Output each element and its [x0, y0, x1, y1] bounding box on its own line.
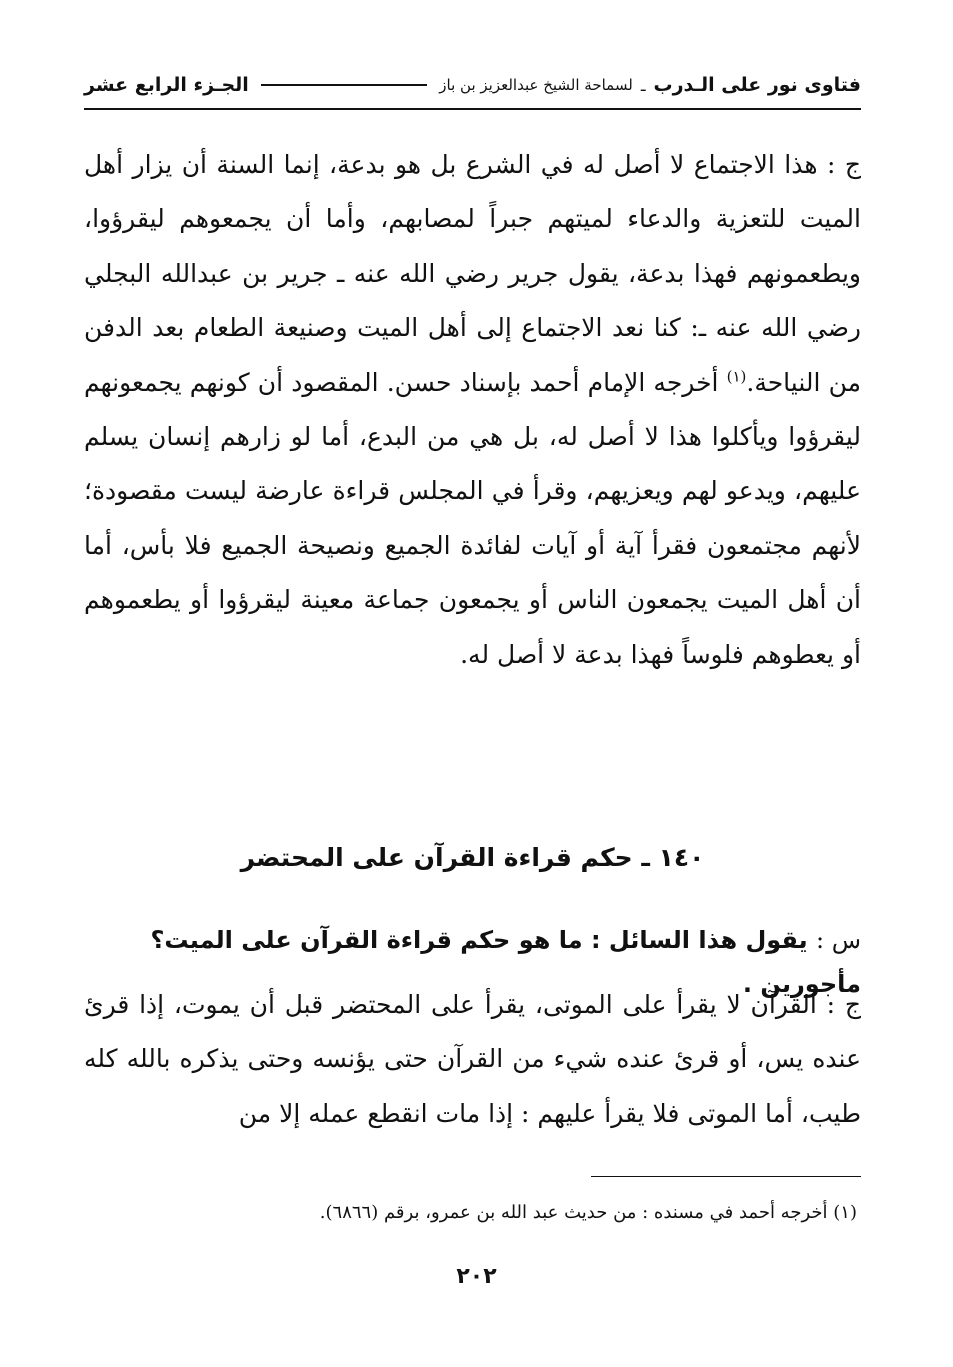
answer-2-text	[84, 978, 861, 1141]
running-header	[84, 62, 861, 110]
answer-2-body: القرآن لا يقرأ على الموتى، يقرأ على المحتضر قبل أن يموت، إذا قرئ عنده يس، أو قرئ عنده شيء من القرآن حتى يؤنسه وحتى يذكره بالله كله طيب، أما الموتى فلا يقرأ عليهم : إذا مات انقطع عمله إلا من	[84, 990, 861, 1128]
header-author: لسماحة الشيخ عبدالعزيز بن باز	[439, 76, 633, 94]
header-volume: الجـزء الرابع عشر	[84, 74, 249, 96]
page-number: ٢٠٢	[456, 1264, 497, 1289]
answer-1-lead: ج :	[827, 150, 861, 179]
answer-paragraph-2	[84, 978, 861, 1141]
footnote-reference[interactable]: (١)	[726, 367, 747, 386]
footnote-divider	[591, 1176, 861, 1177]
answer-paragraph-1	[84, 138, 861, 682]
header-book-title: فتاوى نور على الـدرب	[653, 74, 861, 96]
footnote-marker: (١)	[833, 1202, 857, 1223]
header-rule	[261, 84, 427, 86]
section-heading: ١٤٠ ـ حكم قراءة القرآن على المحتضر	[240, 843, 705, 872]
question-text: يقول هذا السائل : ما هو حكم قراءة القرآن على الميت؟ مأجورين .	[150, 926, 861, 998]
answer-1-body-start: هذا الاجتماع لا أصل له في الشرع بل هو بدعة، إنما السنة أن يزار أهل الميت للتعزية والدعاء لميتهم جبراً لمصابهم، وأما أن يجمعوهم ليقرؤوا، ويطعمونهم فهذا بدعة، يقول جرير رضي الله عنه ـ جرير بن عبدالله البجلي رضي الله عنه ـ: كنا نعد الاجتماع إلى أهل الميت وصنيعة الطعام بعد الدفن من النياحة.	[84, 150, 861, 397]
answer-1-text	[84, 138, 861, 682]
answer-2-lead: ج :	[826, 990, 861, 1019]
question-lead: س :	[815, 926, 861, 954]
footnote	[84, 1198, 857, 1228]
footnote-text: أخرجه أحمد في مسنده : من حديث عبد الله بن عمرو، برقم (٦٨٦٦).	[319, 1202, 828, 1223]
header-separator: ـ	[640, 75, 646, 95]
answer-1-body-end: أخرجه الإمام أحمد بإسناد حسن. المقصود أن كونهم يجمعونهم ليقرؤوا ويأكلوا هذا لا أصل له، بل هي من البدع، أما لو زارهم إنسان يسلم عليهم، ويدعو لهم ويعزيهم، وقرأ في المجلس قراءة عارضة ليست مقصودة؛ لأنهم مجتمعون فقرأ آية أو آيات لفائدة الجميع ونصيحة الجميع فلا بأس، أما أن أهل الميت يجمعون الناس أو يجمعون جماعة معينة ليقرؤوا أو يطعموهم أو يعطوهم فلوساً فهذا بدعة لا أصل له.	[84, 367, 861, 669]
